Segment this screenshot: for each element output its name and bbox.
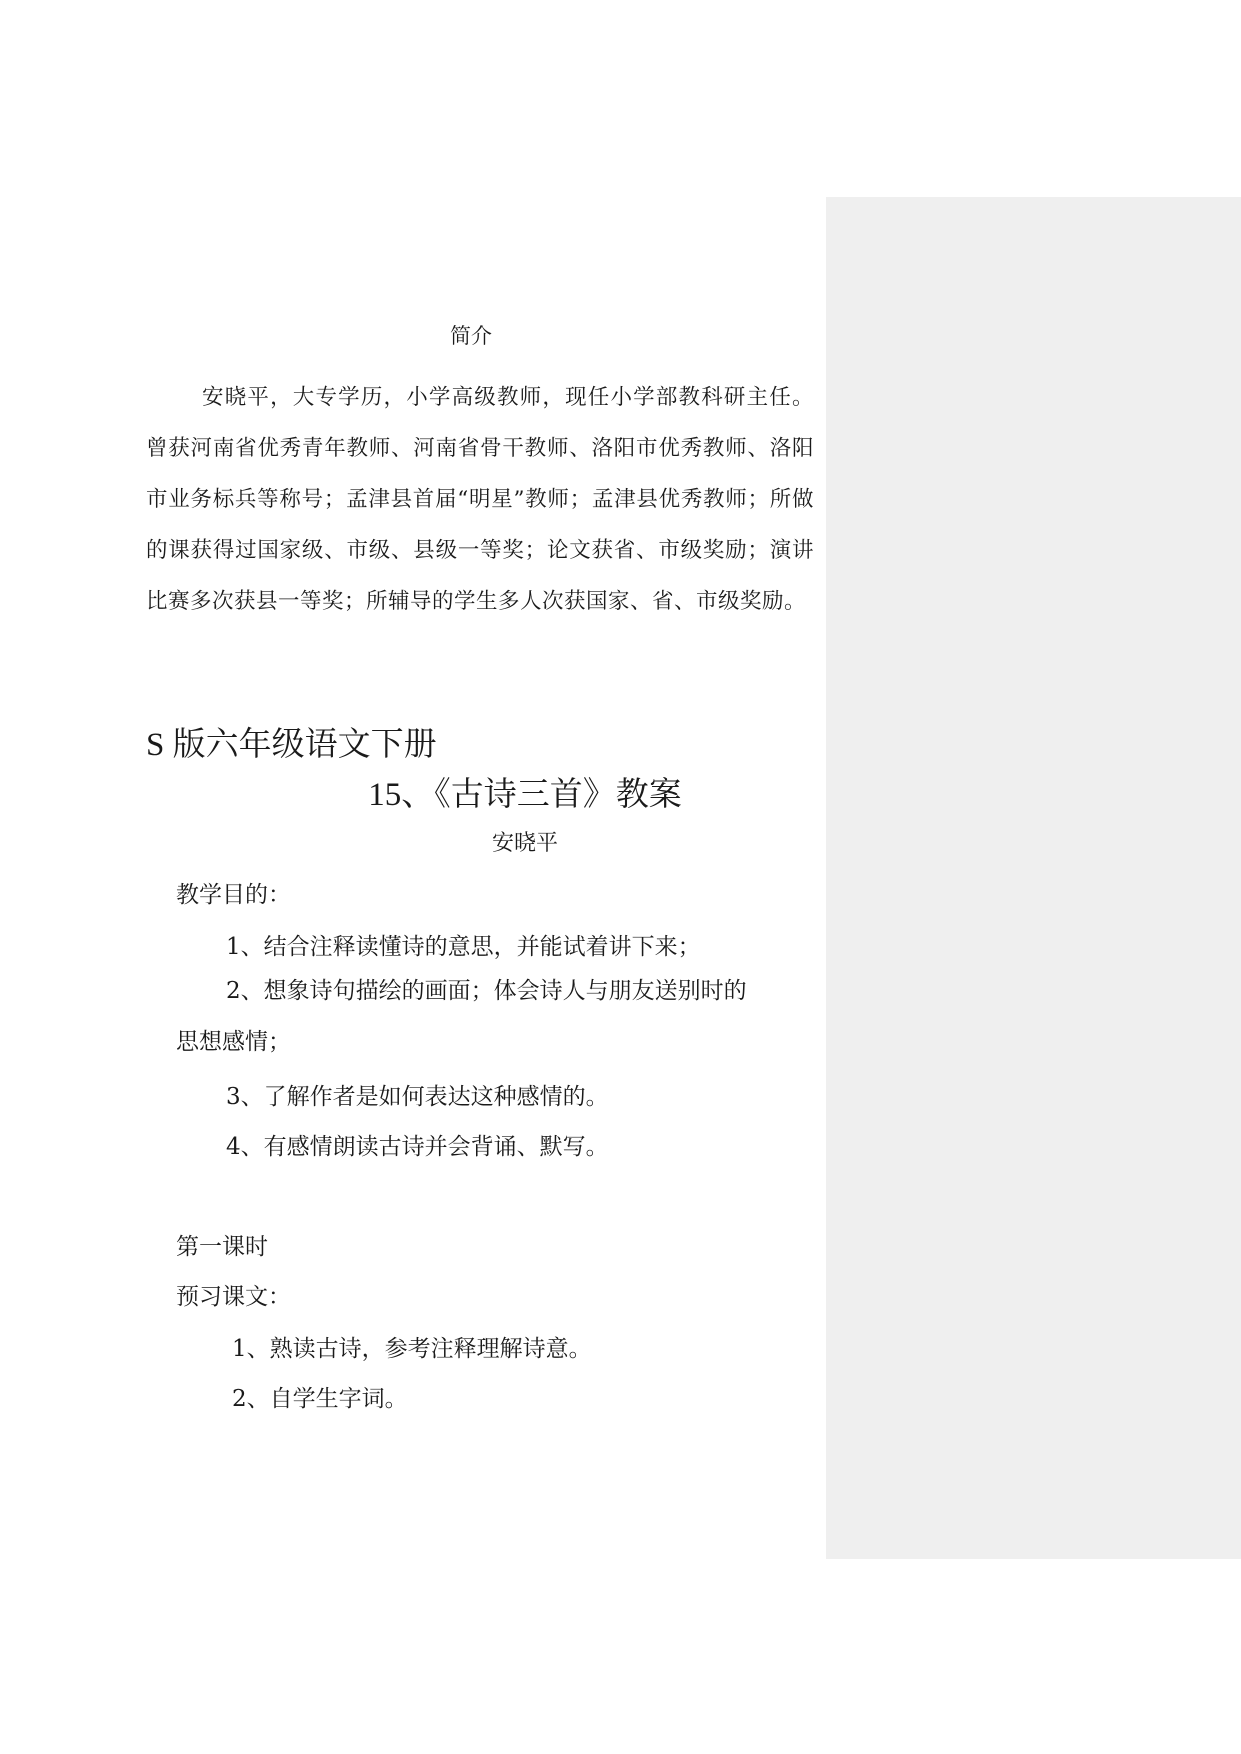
preview-item: 1、熟读古诗，参考注释理解诗意。 <box>232 1336 592 1362</box>
objective-item: 1、结合注释读懂诗的意思，并能试着讲下来； <box>226 934 701 960</box>
author-name: 安晓平 <box>491 831 558 856</box>
period-label: 第一课时 <box>176 1234 268 1260</box>
objective-item: 3、了解作者是如何表达这种感情的。 <box>226 1084 609 1110</box>
lesson-title: 15、《古诗三首》教案 <box>368 777 682 813</box>
intro-title: 简介 <box>450 324 492 348</box>
textbook-label: S 版六年级语文下册 <box>146 727 437 763</box>
objectives-heading: 教学目的： <box>176 882 291 908</box>
intro-paragraph: 安晓平，大专学历，小学高级教师，现任小学部教科研主任。曾获河南省优秀青年教师、河南省骨干教师、洛阳市优秀教师、洛阳市业务标兵等称号；孟津县首届“明星”教师；孟津县优秀教师；所做的课获得过国家级、市级、县级一等奖；论文获省、市级奖励；演讲比赛多次获县一等奖；所辅导的学生多人次获国家、省、市级奖励。 <box>146 385 814 614</box>
comment-margin-pane <box>826 197 1241 1559</box>
objective-item: 2、想象诗句描绘的画面；体会诗人与朋友送别时的思想感情； <box>176 978 747 1055</box>
preview-item: 2、自学生字词。 <box>232 1386 408 1412</box>
objective-item: 4、有感情朗读古诗并会背诵、默写。 <box>226 1134 609 1160</box>
preview-heading: 预习课文： <box>176 1284 291 1310</box>
